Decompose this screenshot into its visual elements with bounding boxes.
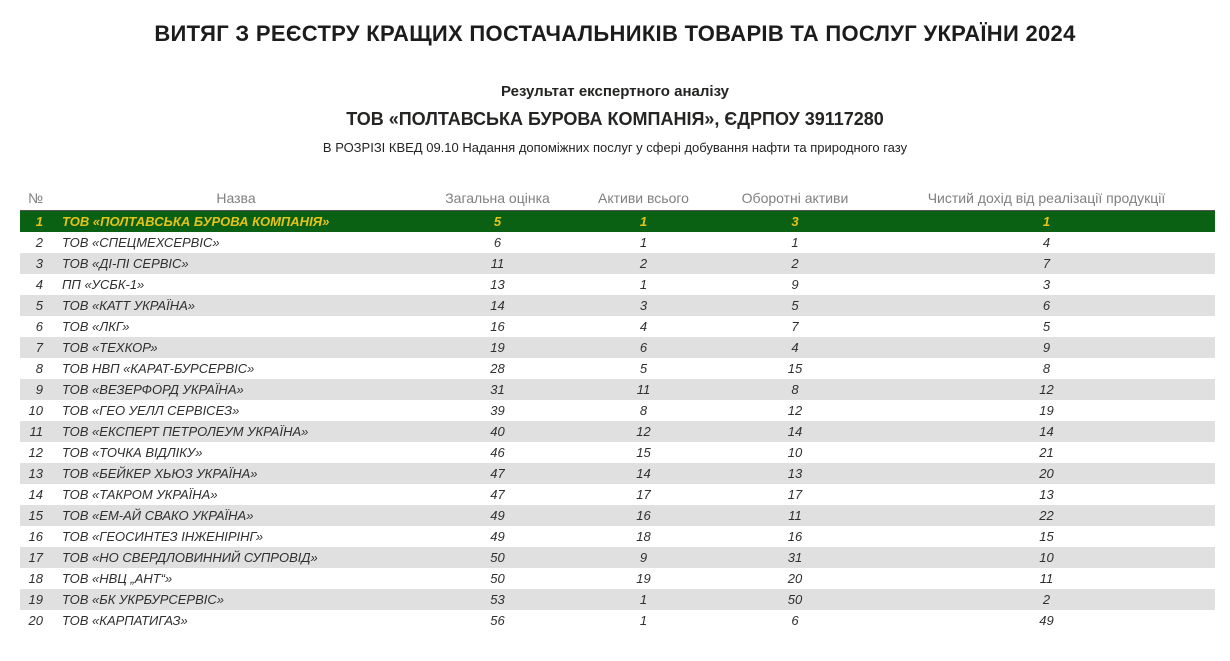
cell-net-income: 14 (1039, 424, 1054, 439)
table-row[interactable] (20, 589, 1215, 610)
cell-current-assets: 1 (791, 235, 799, 250)
cell-net-income: 22 (1039, 508, 1054, 523)
subtitle-company: ТОВ «ПОЛТАВСЬКА БУРОВА КОМПАНІЯ», ЄДРПОУ 39117280 (346, 109, 884, 129)
cell-assets-total: 2 (639, 256, 648, 271)
cell-name: ТОВ «ЕКСПЕРТ ПЕТРОЛЕУМ УКРАЇНА» (62, 424, 309, 439)
cell-score: 50 (490, 571, 505, 586)
table-row[interactable] (20, 253, 1215, 274)
cell-score: 14 (490, 298, 505, 313)
table-row[interactable] (20, 547, 1215, 568)
cell-rank: 4 (35, 277, 43, 292)
cell-score: 50 (490, 550, 505, 565)
cell-score: 53 (490, 592, 505, 607)
cell-rank: 13 (28, 466, 43, 481)
cell-rank: 10 (28, 403, 43, 418)
cell-score: 19 (490, 340, 505, 355)
cell-net-income: 12 (1039, 382, 1054, 397)
cell-name: ТОВ «ГЕОСИНТЕЗ ІНЖЕНІРІНГ» (62, 529, 264, 544)
cell-score: 28 (490, 361, 505, 376)
cell-score: 6 (493, 235, 502, 250)
cell-net-income: 19 (1039, 403, 1054, 418)
cell-rank: 8 (35, 361, 43, 376)
cell-name: ТОВ «ЕМ-АЙ СВАКО УКРАЇНА» (62, 508, 254, 523)
cell-assets-total: 12 (636, 424, 651, 439)
cell-net-income: 15 (1039, 529, 1054, 544)
cell-name: ТОВ «ЛКГ» (62, 319, 130, 334)
cell-name: ТОВ «ДІ-ПІ СЕРВІС» (62, 256, 189, 271)
cell-assets-total: 1 (639, 613, 648, 628)
cell-name: ТОВ «КАТТ УКРАЇНА» (62, 298, 196, 313)
table-row[interactable] (20, 211, 1215, 232)
cell-score: 16 (490, 319, 505, 334)
cell-net-income: 6 (1042, 298, 1051, 313)
cell-current-assets: 9 (791, 277, 799, 292)
cell-assets-total: 1 (639, 277, 648, 292)
cell-rank: 1 (35, 214, 43, 229)
cell-assets-total: 1 (639, 235, 648, 250)
cell-current-assets: 31 (787, 550, 803, 565)
cell-name: ТОВ «БК УКРБУРСЕРВІС» (62, 592, 224, 607)
cell-rank: 11 (29, 424, 43, 439)
cell-assets-total: 1 (639, 214, 648, 229)
cell-current-assets: 3 (791, 214, 799, 229)
cell-assets-total: 5 (639, 361, 648, 376)
cell-current-assets: 20 (787, 571, 803, 586)
cell-net-income: 1 (1042, 214, 1051, 229)
cell-rank: 14 (28, 487, 43, 502)
cell-assets-total: 15 (636, 445, 651, 460)
cell-rank: 19 (28, 592, 43, 607)
table-row[interactable] (20, 421, 1215, 442)
table-row[interactable] (20, 295, 1215, 316)
table-row[interactable] (20, 526, 1215, 547)
cell-net-income: 11 (1039, 571, 1054, 586)
table-row[interactable] (20, 442, 1215, 463)
cell-assets-total: 16 (636, 508, 651, 523)
cell-rank: 2 (35, 235, 43, 250)
cell-rank: 12 (28, 445, 43, 460)
table-row[interactable] (20, 463, 1215, 484)
table-row[interactable] (20, 610, 1215, 631)
suppliers-table (20, 185, 1215, 631)
cell-score: 49 (490, 529, 505, 544)
cell-rank: 3 (35, 256, 43, 271)
table-row[interactable] (20, 379, 1215, 400)
table-row[interactable] (20, 568, 1215, 589)
cell-current-assets: 2 (791, 256, 799, 271)
cell-name: ТОВ «НВЦ „АНТ“» (62, 571, 173, 586)
column-header-score: Загальна оцінка (445, 189, 550, 206)
cell-current-assets: 6 (791, 613, 799, 628)
cell-score: 13 (490, 277, 505, 292)
table-row[interactable] (20, 505, 1215, 526)
cell-assets-total: 17 (636, 487, 651, 502)
cell-assets-total: 11 (636, 382, 651, 397)
table-body (20, 211, 1215, 631)
table-row[interactable] (20, 484, 1215, 505)
cell-net-income: 4 (1042, 235, 1051, 250)
cell-net-income: 21 (1039, 445, 1054, 460)
cell-assets-total: 9 (639, 550, 648, 565)
cell-score: 31 (490, 382, 505, 397)
cell-current-assets: 14 (787, 424, 803, 439)
cell-current-assets: 17 (787, 487, 803, 502)
table-row[interactable] (20, 358, 1215, 379)
cell-assets-total: 8 (639, 403, 648, 418)
cell-assets-total: 18 (636, 529, 651, 544)
table-row[interactable] (20, 232, 1215, 253)
cell-rank: 20 (28, 613, 43, 628)
table-row[interactable] (20, 337, 1215, 358)
cell-score: 47 (490, 487, 505, 502)
column-header-rank: № (27, 189, 43, 206)
cell-assets-total: 4 (639, 319, 648, 334)
cell-assets-total: 1 (639, 592, 648, 607)
cell-net-income: 20 (1039, 466, 1054, 481)
table-row[interactable] (20, 400, 1215, 421)
cell-assets-total: 6 (639, 340, 648, 355)
cell-net-income: 10 (1039, 550, 1054, 565)
cell-current-assets: 13 (787, 466, 803, 481)
cell-name: ТОВ «ПОЛТАВСЬКА БУРОВА КОМПАНІЯ» (62, 214, 330, 229)
cell-current-assets: 8 (791, 382, 799, 397)
column-header-name: Назва (216, 189, 256, 206)
column-header-assets-total: Активи всього (598, 189, 689, 206)
cell-score: 46 (490, 445, 505, 460)
cell-score: 11 (490, 256, 505, 271)
cell-current-assets: 50 (787, 592, 803, 607)
cell-name: ТОВ «НО СВЕРДЛОВИННИЙ СУПРОВІД» (62, 550, 318, 565)
cell-score: 49 (490, 508, 505, 523)
cell-current-assets: 15 (787, 361, 803, 376)
table-row[interactable] (20, 316, 1215, 337)
subtitle-kved: В РОЗРІЗІ КВЕД 09.10 Надання допоміжних послуг у сфері добування нафти та природного газу (322, 140, 908, 155)
cell-rank: 15 (28, 508, 43, 523)
cell-rank: 7 (35, 340, 43, 355)
cell-name: ТОВ «ТОЧКА ВІДЛІКУ» (62, 445, 203, 460)
page-title: ВИТЯГ З РЕЄСТРУ КРАЩИХ ПОСТАЧАЛЬНИКІВ ТОВАРІВ ТА ПОСЛУГ УКРАЇНИ 2024 (154, 21, 1076, 46)
cell-net-income: 2 (1042, 592, 1051, 607)
cell-rank: 5 (35, 298, 43, 313)
table-row[interactable] (20, 274, 1215, 295)
cell-score: 56 (490, 613, 505, 628)
cell-net-income: 3 (1042, 277, 1051, 292)
cell-name: ТОВ «КАРПАТИГАЗ» (62, 613, 188, 628)
cell-current-assets: 4 (791, 340, 799, 355)
cell-rank: 18 (28, 571, 43, 586)
cell-net-income: 7 (1042, 256, 1051, 271)
cell-name: ТОВ «ВЕЗЕРФОРД УКРАЇНА» (62, 382, 244, 397)
cell-net-income: 8 (1042, 361, 1051, 376)
cell-net-income: 13 (1039, 487, 1054, 502)
cell-assets-total: 3 (639, 298, 648, 313)
cell-assets-total: 19 (636, 571, 651, 586)
cell-name: ТОВ «ГЕО УЕЛЛ СЕРВІСЕЗ» (62, 403, 240, 418)
cell-rank: 16 (28, 529, 43, 544)
cell-current-assets: 5 (791, 298, 799, 313)
cell-rank: 17 (28, 550, 43, 565)
cell-score: 47 (490, 466, 505, 481)
cell-net-income: 49 (1039, 613, 1054, 628)
cell-current-assets: 12 (787, 403, 803, 418)
cell-name: ТОВ НВП «КАРАТ-БУРСЕРВІС» (62, 361, 255, 376)
cell-score: 39 (490, 403, 505, 418)
cell-current-assets: 11 (788, 508, 802, 523)
cell-rank: 6 (35, 319, 43, 334)
table-header-row (20, 185, 1215, 211)
cell-name: ПП «УСБК-1» (62, 277, 145, 292)
cell-current-assets: 7 (791, 319, 799, 334)
cell-score: 40 (490, 424, 505, 439)
cell-name: ТОВ «ТЕХКОР» (62, 340, 158, 355)
cell-net-income: 5 (1042, 319, 1051, 334)
cell-name: ТОВ «БЕЙКЕР ХЬЮЗ УКРАЇНА» (62, 466, 258, 481)
cell-net-income: 9 (1042, 340, 1051, 355)
subtitle-analysis: Результат експертного аналізу (500, 83, 729, 100)
cell-assets-total: 14 (636, 466, 651, 481)
cell-rank: 9 (35, 382, 43, 397)
column-header-current-assets: Оборотні активи (741, 189, 849, 206)
cell-name: ТОВ «ТАКРОМ УКРАЇНА» (62, 487, 218, 502)
cell-current-assets: 10 (787, 445, 803, 460)
column-header-net-income: Чистий дохід від реалізації продукції (927, 189, 1166, 206)
cell-name: ТОВ «СПЕЦМЕХСЕРВІС» (62, 235, 220, 250)
cell-current-assets: 16 (787, 529, 803, 544)
cell-score: 5 (493, 214, 502, 229)
